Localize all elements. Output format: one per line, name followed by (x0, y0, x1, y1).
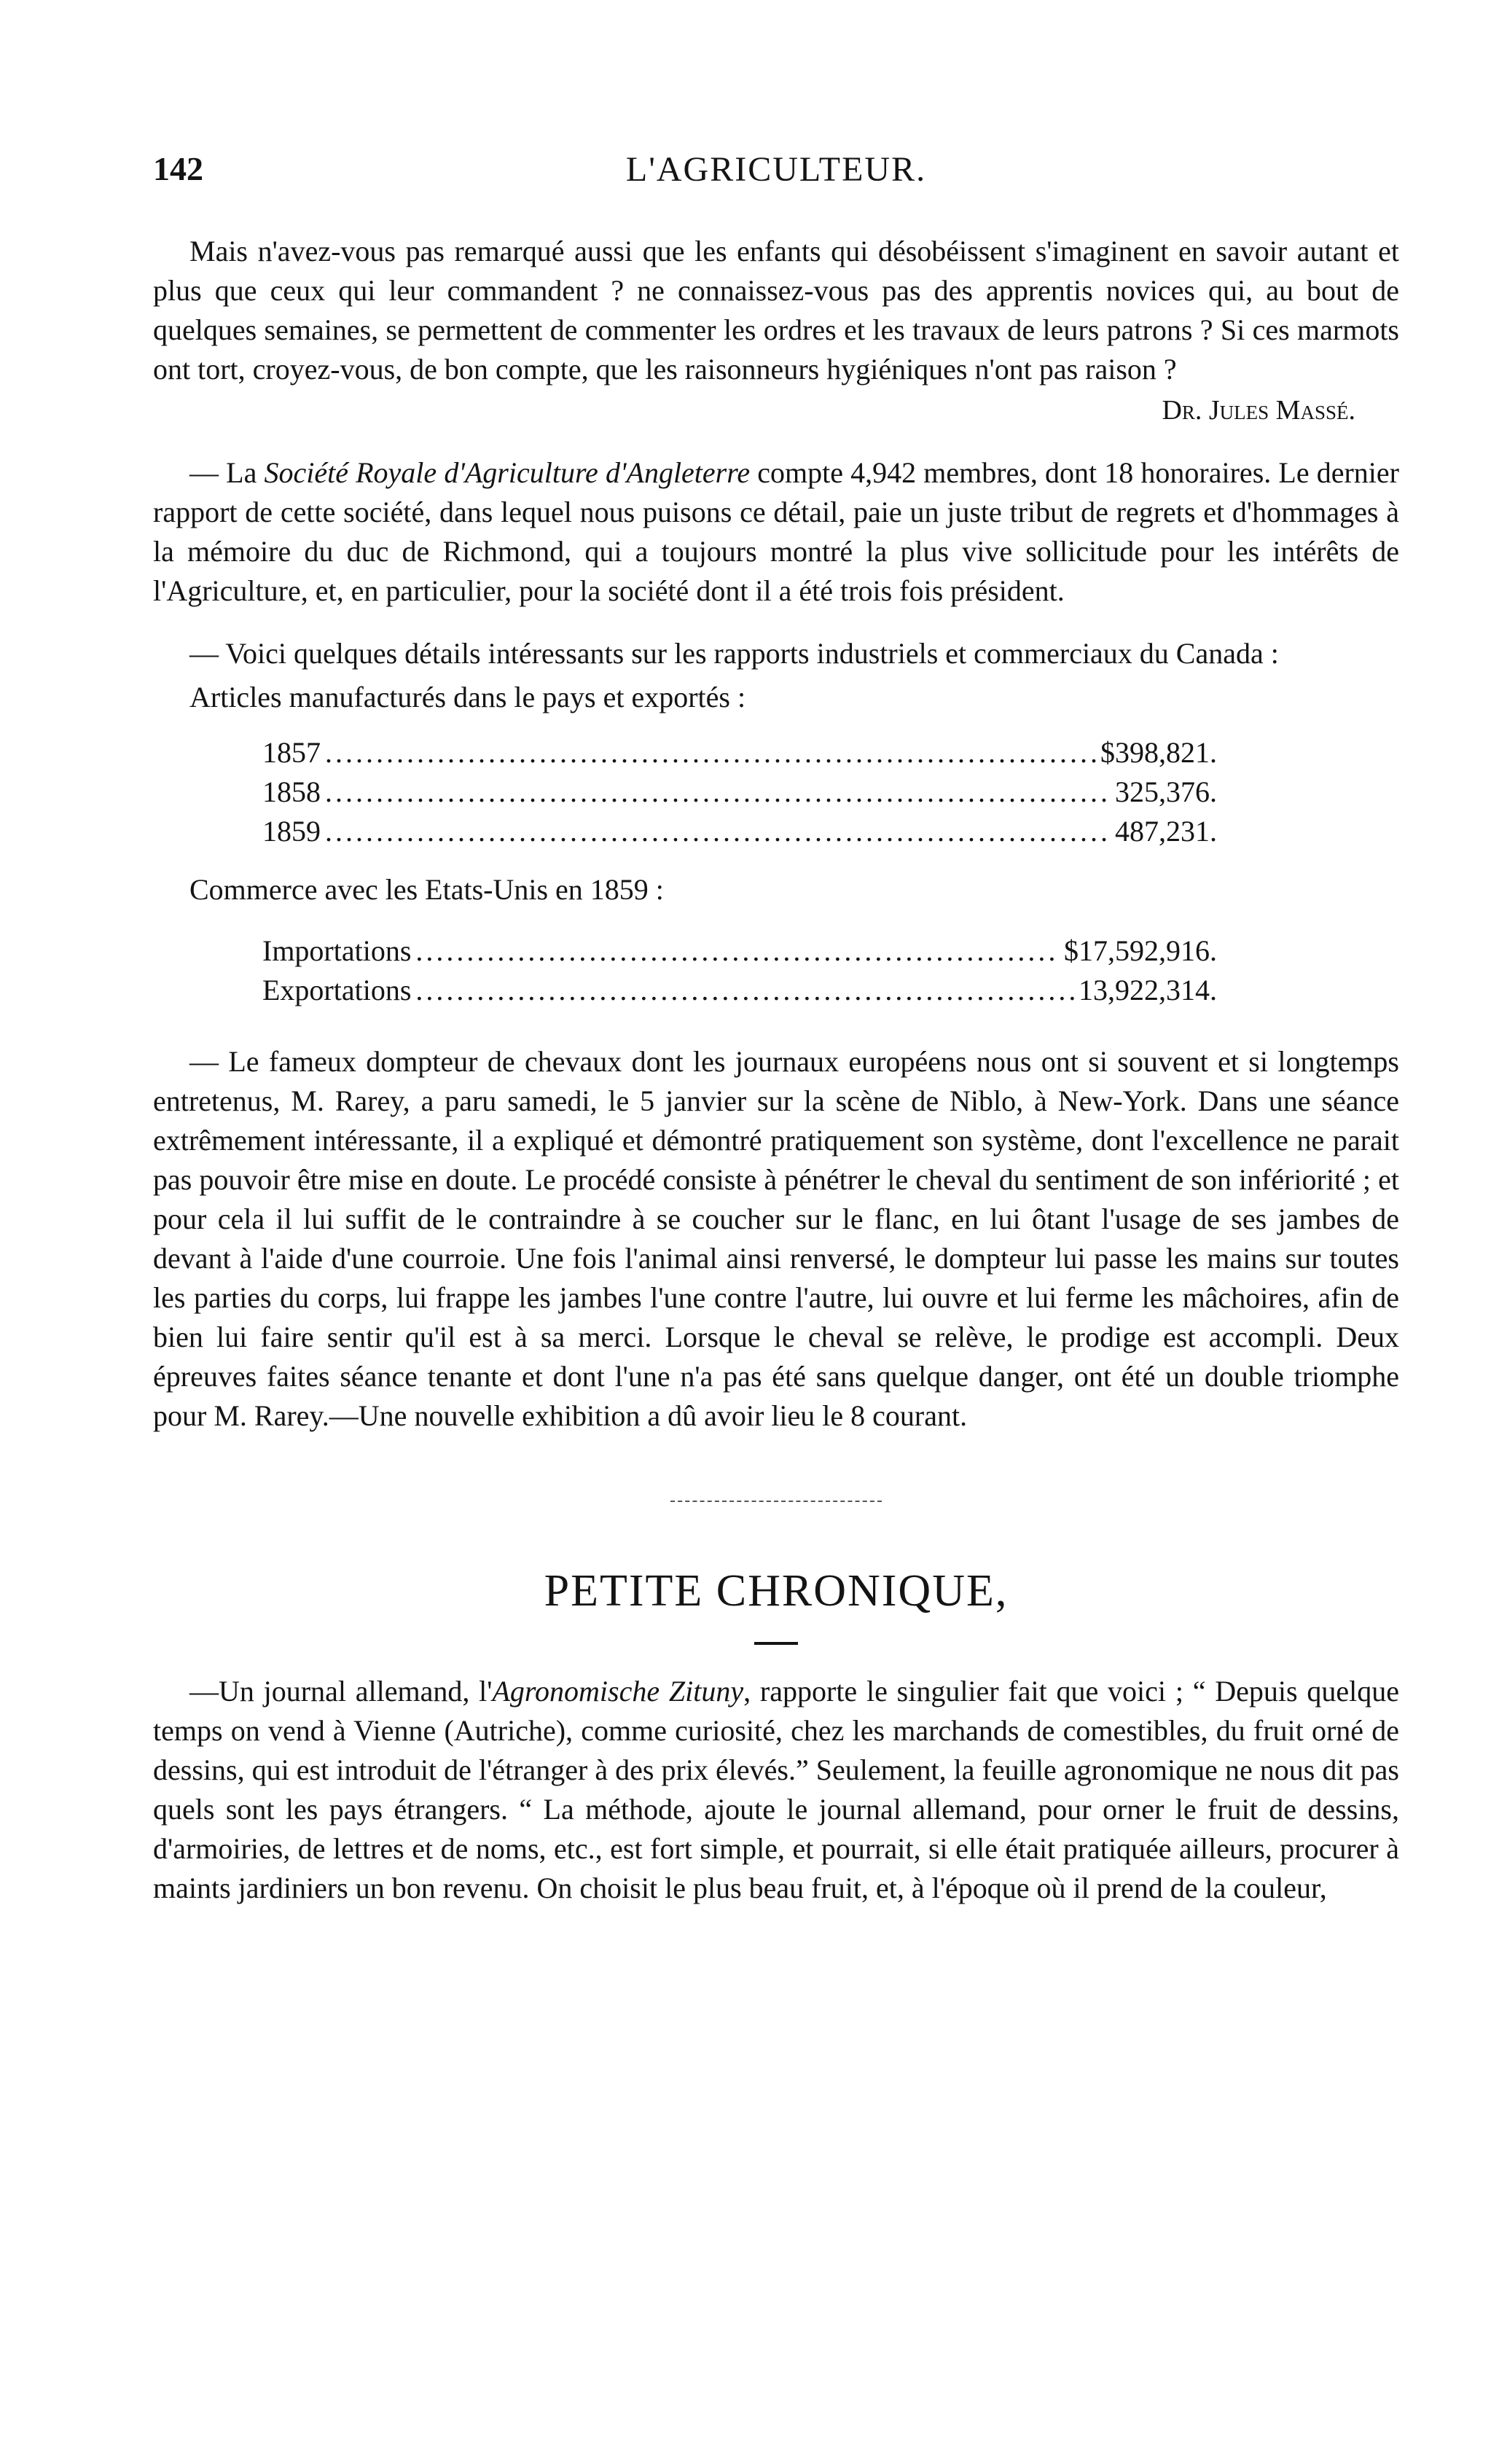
amount-value: $17,592,916. (1064, 934, 1217, 967)
table-row (262, 971, 1217, 1010)
running-title: L'AGRICULTEUR. (625, 150, 927, 189)
paragraph-royal-society (153, 453, 1399, 611)
journal-name: Agronomische Zituny (492, 1675, 744, 1708)
paragraph-chronicle-lead: —Un journal allemand, l' (189, 1675, 493, 1708)
paragraph-chronicle (153, 1672, 1399, 1908)
paragraph-royal-society-body: compte 4,942 membres, dont 18 honoraires. Le dernier rapport de cette société, dans lequel nous puisons ce détail, paie un juste tribut de regrets et d'hommages à la mémoire du duc de Richmond, qui a toujours montré la plus vive sollicitude pour les intérêts de l'Agriculture, et, en particulier, pour la société dont il a été trois fois président. (153, 456, 1399, 607)
title-dash (153, 1635, 1399, 1644)
exports-table (262, 733, 1217, 851)
leader-dots (415, 971, 1074, 1010)
amount-value: 13,922,314. (1079, 974, 1217, 1006)
paragraph-rarey: — Le fameux dompteur de chevaux dont les journaux européens nous ont si souvent et si longtemps entretenus, M. Rarey, a paru samedi, le 5 janvier sur la scène de Niblo, à New-York. Dans une séance extrêmement intéressante, il a expliqué et démontré pratiquement son système, dont l'excellence ne parait pas pouvoir être mise en doute. Le procédé consiste à pénétrer le cheval du sentiment de son infériorité ; et pour cela il lui suffit de le contraindre à se coucher sur le flanc, en lui ôtant l'usage de ses jambes de devant à l'aide d'une courroie. Une fois l'animal ainsi renversé, le dompteur lui passe les mains sur toutes les parties du corps, lui frappe les jambes l'une contre l'autre, lui ouvre et lui ferme les mâchoires, afin de bien lui faire sentir qu'il est à sa merci. Lorsque le cheval se relève, le prodige est accompli. Deux épreuves faites séance tenante et dont l'une n'a pas été sans quelque danger, ont été un double triomphe pour M. Rarey.—Une nouvelle exhibition a dû avoir lieu le 8 courant. (153, 1045, 1399, 1432)
us-trade-table (262, 931, 1217, 1010)
page-body (153, 232, 1399, 1908)
paragraph-chronicle-body: , rapporte le singulier fait que voici ; “ Depuis quelque temps on vend à Vienne (Autriche), comme curiosité, chez les marchands de comestibles, du fruit orné de dessins, qui est introduit de l'étranger à des prix élevés.” Seulement, la feuille agronomique ne nous dit pas quels sont les pays étrangers. “ La méthode, ajoute le journal allemand, pour orner le fruit de dessins, d'armoiries, de lettres et de noms, etc., est fort simple, et pourrait, si elle était pratiquée ailleurs, procurer à maints jardiniers un bon revenu. On choisit le plus beau fruit, et, à l'époque où il prend de la couleur, (153, 1675, 1400, 1904)
leader-dots (325, 733, 1096, 773)
leader-dots (325, 812, 1111, 851)
trade-label: Exportations (262, 974, 412, 1006)
section-divider (153, 1493, 1399, 1507)
table-row (262, 812, 1217, 851)
leader-dots (325, 773, 1111, 812)
amount-value: $398,821. (1100, 736, 1217, 769)
leader-dots (415, 931, 1060, 971)
us-trade-heading: Commerce avec les Etats-Unis en 1859 : (189, 873, 664, 906)
paragraph-hygiene: Mais n'avez-vous pas remarqué aussi que les enfants qui désobéissent s'imaginent en savoir autant et plus que ceux qui leur commandent ? ne connaissez-vous pas des apprentis novices qui, au bout de quelques semaines, se permettent de commenter les ordres et les travaux de leurs patrons ? Si ces marmots ont tort, croyez-vous, de bon compte, que les raisonneurs hygiéniques n'ont pas raison ? (153, 235, 1399, 386)
amount-value: 487,231. (1115, 815, 1217, 848)
year-label: 1857 (262, 736, 321, 769)
table-row (262, 931, 1217, 971)
year-label: 1858 (262, 775, 321, 808)
trade-label: Importations (262, 934, 412, 967)
page-header (153, 149, 1399, 208)
table-row (262, 733, 1217, 773)
year-label: 1859 (262, 815, 321, 848)
manufactured-exports-heading: Articles manufacturés dans le pays et exportés : (189, 681, 746, 713)
author-signature: Dr. Jules Massé. (1162, 395, 1355, 426)
society-name: Société Royale d'Agriculture d'Angleterre (264, 456, 751, 489)
section-title: PETITE CHRONIQUE, (544, 1566, 1009, 1616)
page-number: 142 (153, 150, 203, 187)
table-row (262, 773, 1217, 812)
paragraph-royal-society-lead: — La (189, 456, 265, 489)
amount-value: 325,376. (1115, 775, 1217, 808)
paragraph-canada-trade: — Voici quelques détails intéressants sur les rapports industriels et commerciaux du Canada : (189, 637, 1279, 670)
